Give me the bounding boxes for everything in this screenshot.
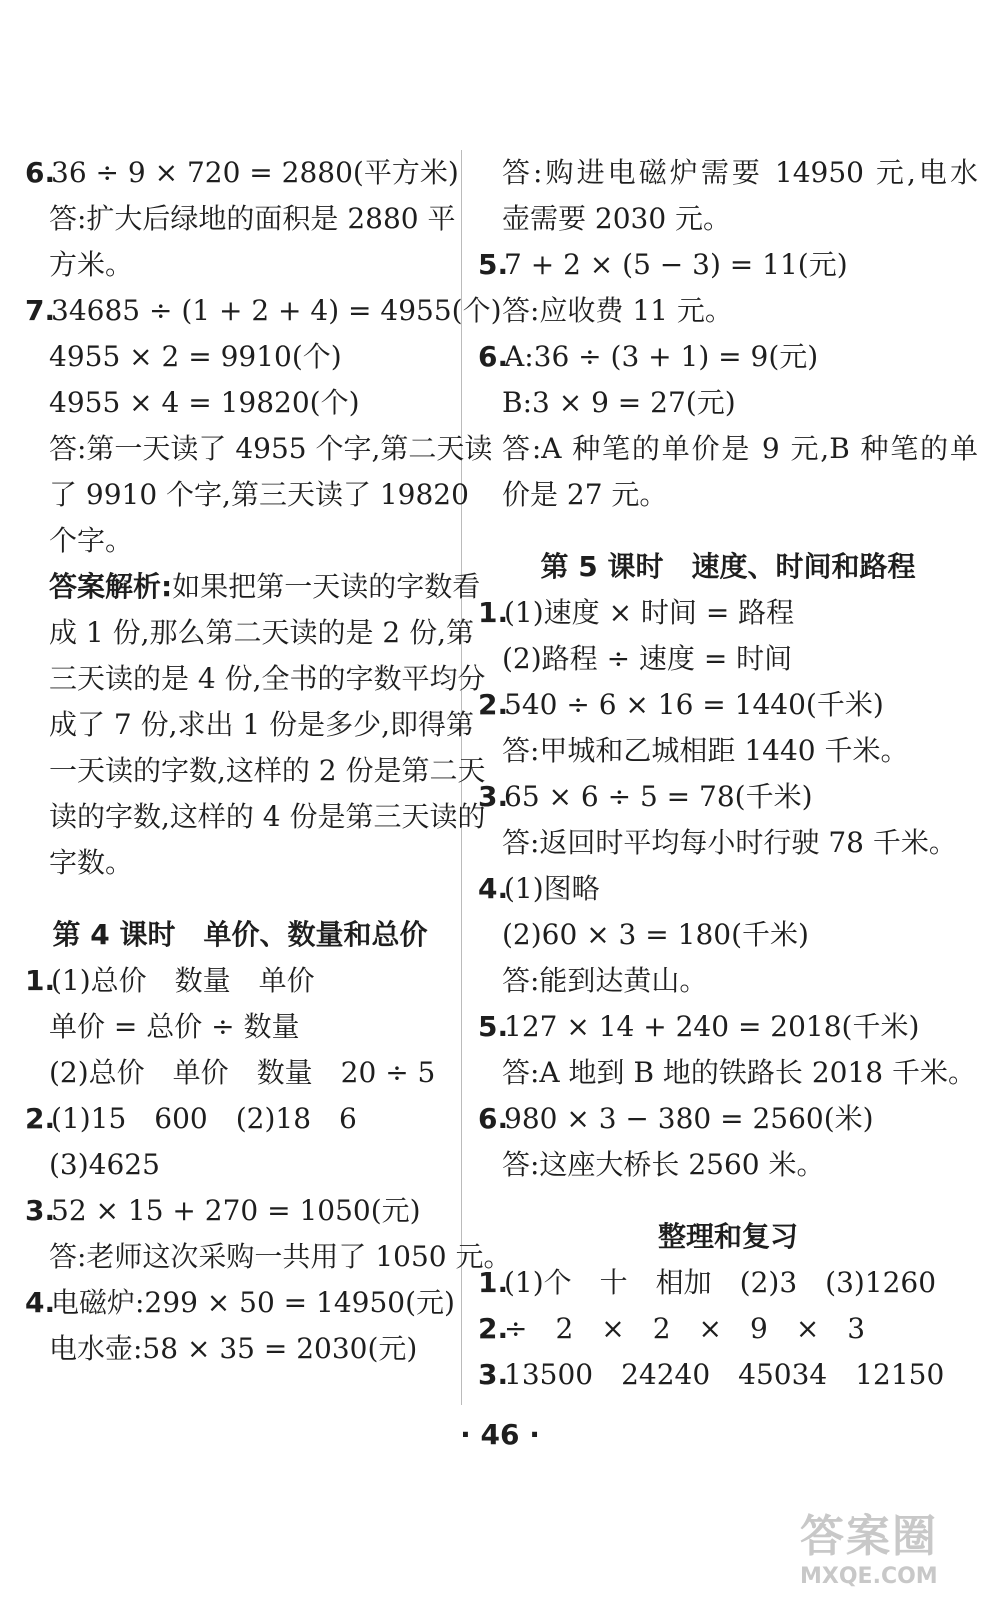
- equation: 36 ÷ 9 × 720 = 2880(平方米): [51, 156, 459, 189]
- answer-text: (1)图略: [504, 872, 600, 905]
- question-number: 1.: [478, 1266, 509, 1299]
- section-title: 第 5 课时 速度、时间和路程: [540, 550, 916, 583]
- equation: 4955 × 4 = 19820(个): [49, 386, 360, 419]
- answer-line: [25, 1096, 455, 1142]
- answer-line: [25, 288, 502, 334]
- explanation-label: 答案解析:: [49, 570, 173, 603]
- equation: 52 × 15 + 270 = 1050(元): [51, 1194, 421, 1227]
- answer-text: (1)总价 数量 单价: [51, 964, 315, 997]
- answer-line: [25, 150, 459, 196]
- explanation-text: 成了 7 份,求出 1 份是多少,即得第: [49, 708, 475, 741]
- answer-text: 答:返回时平均每小时行驶 78 千米。: [502, 826, 957, 859]
- explanation-text: 字数。: [49, 846, 134, 879]
- answer-line: [478, 1352, 978, 1398]
- equation: 7 + 2 × (5 − 3) = 11(元): [504, 248, 848, 281]
- equation: A:36 ÷ (3 + 1) = 9(元): [504, 340, 819, 373]
- answer-line: [478, 1306, 978, 1352]
- answer-line: [478, 866, 978, 912]
- question-number: 7.: [25, 294, 56, 327]
- answer-text: (1)速度 × 时间 = 路程: [504, 596, 795, 629]
- question-number: 4.: [25, 1286, 56, 1319]
- left-column: [25, 150, 512, 1372]
- answer-line: [25, 1280, 455, 1326]
- explanation-text: 成 1 份,那么第二天读的是 2 份,第: [49, 616, 475, 649]
- answer-text: 答:应收费 11 元。: [502, 294, 733, 327]
- question-number: 5.: [478, 248, 509, 281]
- answer-line: [478, 1096, 978, 1142]
- answer-line: [478, 1260, 978, 1306]
- answer-text: 答:老师这次采购一共用了 1050 元。: [49, 1240, 512, 1273]
- question-number: 5.: [478, 1010, 509, 1043]
- watermark-logo: [800, 1500, 990, 1590]
- question-number: 6.: [478, 1102, 509, 1135]
- answer-line: [25, 958, 455, 1004]
- question-number: 4.: [478, 872, 509, 905]
- answer-text: 壶需要 2030 元。: [502, 202, 732, 235]
- answer-text: 13500 24240 45034 12150: [504, 1358, 945, 1391]
- answer-line: [478, 242, 978, 288]
- equation: 540 ÷ 6 × 16 = 1440(千米): [504, 688, 884, 721]
- answer-text: 答:扩大后绿地的面积是 2880 平: [49, 202, 456, 235]
- question-number: 3.: [478, 1358, 509, 1391]
- equation: 980 × 3 − 380 = 2560(米): [504, 1102, 874, 1135]
- page-number: · 46 ·: [460, 1418, 540, 1451]
- watermark-text: 答案圈: [800, 1511, 938, 1562]
- answer-text: 答:能到达黄山。: [502, 964, 708, 997]
- section-title: 第 4 课时 单价、数量和总价: [52, 918, 428, 951]
- answer-line: [478, 682, 978, 728]
- question-number: 6.: [25, 156, 56, 189]
- answer-text: 方米。: [49, 248, 134, 281]
- answer-text: 答:购进电磁炉需要 14950 元,电水: [502, 156, 978, 189]
- equation: 电磁炉:299 × 50 = 14950(元): [51, 1286, 455, 1319]
- equation: 4955 × 2 = 9910(个): [49, 340, 342, 373]
- answer-text: (2)总价 单价 数量 20 ÷ 5: [49, 1056, 436, 1089]
- section-title: 整理和复习: [657, 1220, 798, 1253]
- answer-line: [478, 1004, 978, 1050]
- answer-text: 答:第一天读了 4955 个字,第二天读: [49, 432, 493, 465]
- equation: 127 × 14 + 240 = 2018(千米): [504, 1010, 920, 1043]
- answer-line: [25, 1188, 455, 1234]
- answer-text: 了 9910 个字,第三天读了 19820: [49, 478, 469, 511]
- question-number: 2.: [25, 1102, 56, 1135]
- question-number: 1.: [478, 596, 509, 629]
- equation: B:3 × 9 = 27(元): [502, 386, 736, 419]
- answer-text: 答:A 地到 B 地的铁路长 2018 千米。: [502, 1056, 976, 1089]
- right-column: [478, 150, 978, 1398]
- equation: 电水壶:58 × 35 = 2030(元): [49, 1332, 418, 1365]
- watermark-url: MXQE.COM: [800, 1564, 938, 1589]
- answer-line: [478, 590, 978, 636]
- question-number: 3.: [478, 780, 509, 813]
- explanation-text: 一天读的字数,这样的 2 份是第二天: [49, 754, 486, 787]
- equation: 34685 ÷ (1 + 2 + 4) = 4955(个): [51, 294, 502, 327]
- answer-text: 答:这座大桥长 2560 米。: [502, 1148, 825, 1181]
- explanation-text: 三天读的是 4 份,全书的字数平均分: [49, 662, 486, 695]
- explanation-text: 读的字数,这样的 4 份是第三天读的: [49, 800, 486, 833]
- answer-text: 答:A 种笔的单价是 9 元,B 种笔的单: [502, 432, 978, 465]
- answer-text: (3)4625: [49, 1148, 160, 1181]
- question-number: 3.: [25, 1194, 56, 1227]
- answer-text: 答:甲城和乙城相距 1440 千米。: [502, 734, 909, 767]
- answer-line: [478, 334, 978, 380]
- answer-text: (1)个 十 相加 (2)3 (3)1260: [504, 1266, 937, 1299]
- answer-text: 单价 = 总价 ÷ 数量: [49, 1010, 300, 1043]
- explanation-text: 如果把第一天读的字数看: [172, 570, 481, 603]
- equation: 65 × 6 ÷ 5 = 78(千米): [504, 780, 813, 813]
- answer-line: [478, 774, 978, 820]
- question-number: 2.: [478, 688, 509, 721]
- question-number: 2.: [478, 1312, 509, 1345]
- answer-text: ÷ 2 × 2 × 9 × 3: [504, 1312, 866, 1345]
- question-number: 1.: [25, 964, 56, 997]
- answer-text: 个字。: [49, 524, 134, 557]
- answer-text: 价是 27 元。: [502, 478, 668, 511]
- answer-text: (2)路程 ÷ 速度 = 时间: [502, 642, 793, 675]
- answer-text: (1)15 600 (2)18 6: [51, 1102, 357, 1135]
- equation: (2)60 × 3 = 180(千米): [502, 918, 809, 951]
- question-number: 6.: [478, 340, 509, 373]
- explanation-line: [25, 564, 481, 610]
